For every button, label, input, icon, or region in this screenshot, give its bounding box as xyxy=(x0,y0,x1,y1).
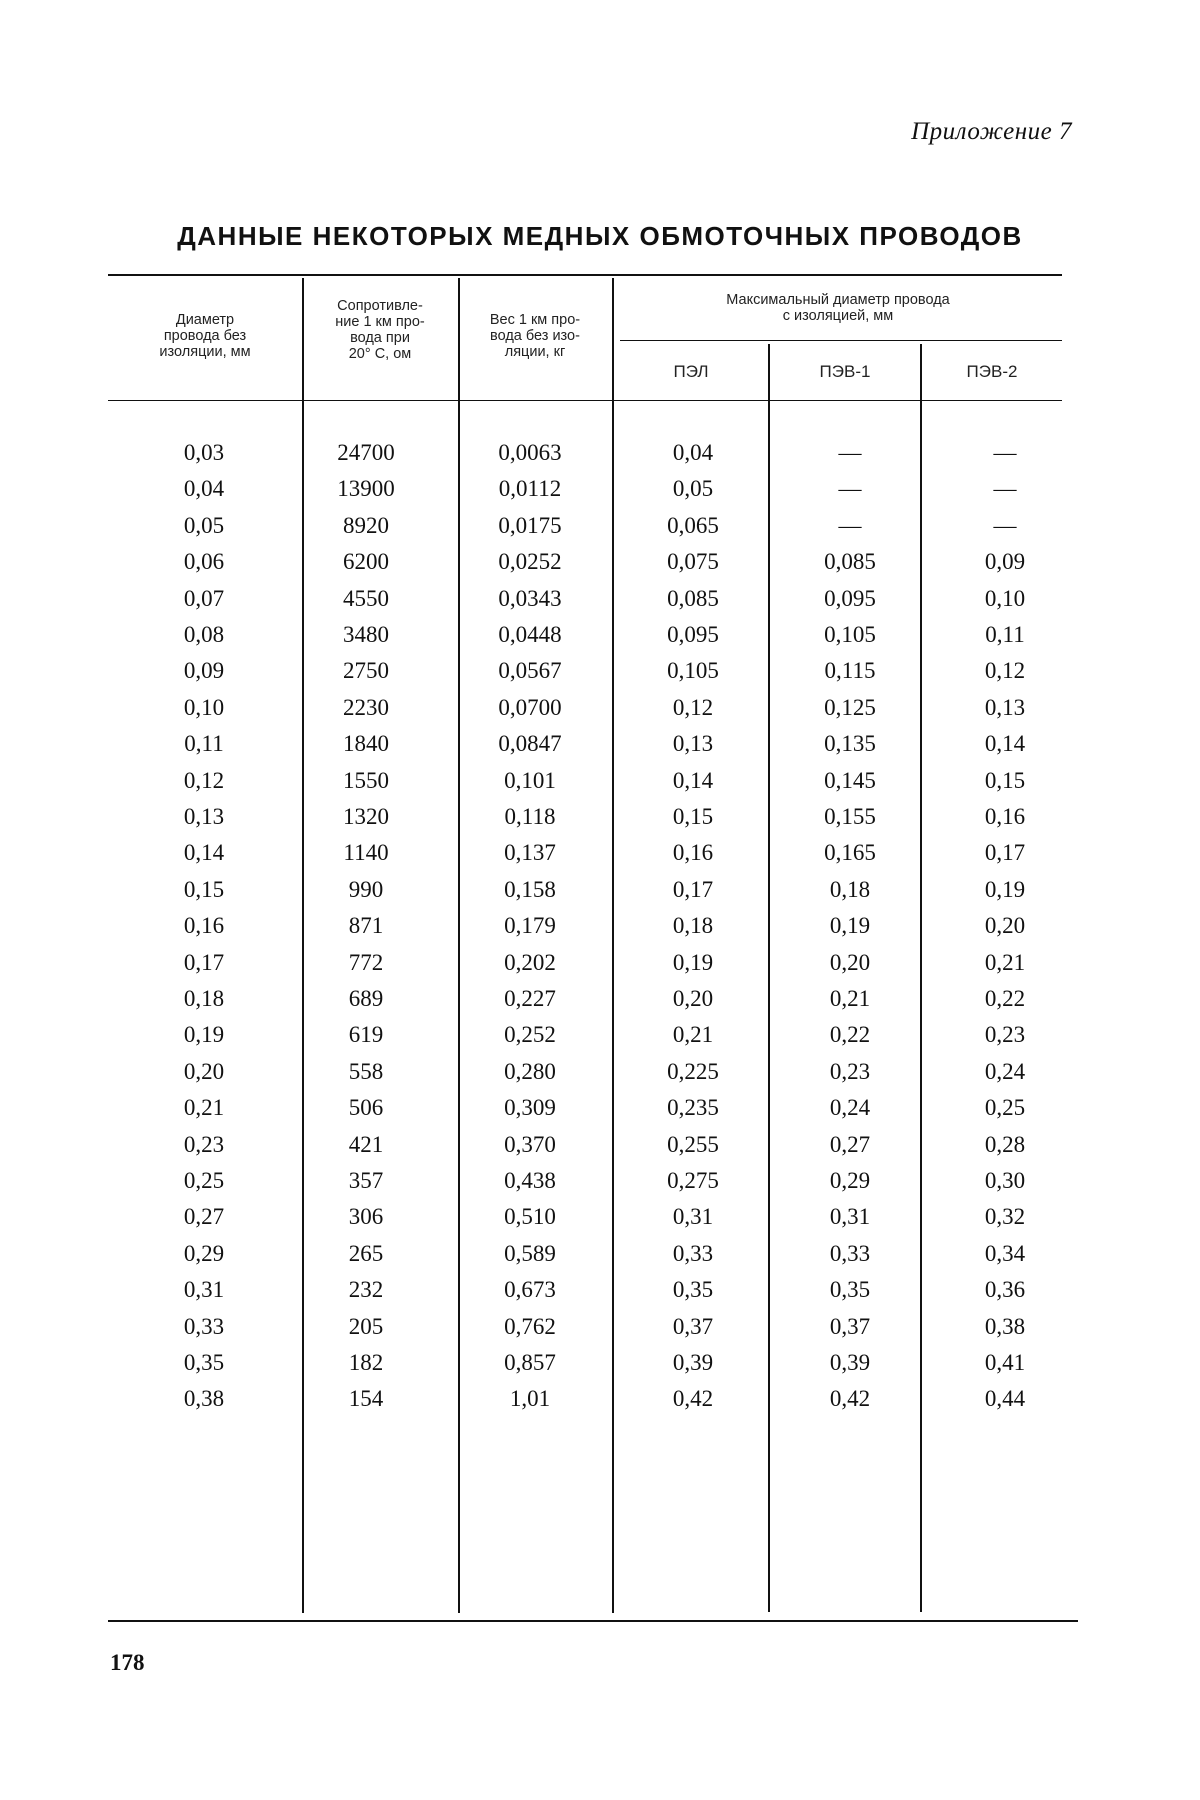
pev1-cell: 0,135 xyxy=(800,731,900,757)
table-row xyxy=(0,1132,1200,1168)
pev2-cell: 0,24 xyxy=(960,1059,1050,1085)
pev1-cell: 0,27 xyxy=(800,1132,900,1158)
resistance-cell: 8920 xyxy=(322,513,410,539)
pel-cell: 0,235 xyxy=(648,1095,738,1121)
resistance-cell: 265 xyxy=(322,1241,410,1267)
table-row xyxy=(0,986,1200,1022)
pel-cell: 0,05 xyxy=(648,476,738,502)
diameter-cell: 0,06 xyxy=(160,549,248,575)
pev2-cell: 0,36 xyxy=(960,1277,1050,1303)
resistance-cell: 306 xyxy=(322,1204,410,1230)
weight-cell: 0,252 xyxy=(480,1022,580,1048)
pev2-cell: 0,09 xyxy=(960,549,1050,575)
table-row xyxy=(0,586,1200,622)
pev2-cell: 0,30 xyxy=(960,1168,1050,1194)
weight-cell: 0,280 xyxy=(480,1059,580,1085)
header-pev1: ПЭВ-1 xyxy=(770,362,920,382)
pev1-cell: 0,155 xyxy=(800,804,900,830)
resistance-cell: 990 xyxy=(322,877,410,903)
diameter-cell: 0,10 xyxy=(160,695,248,721)
weight-cell: 0,510 xyxy=(480,1204,580,1230)
pel-cell: 0,39 xyxy=(648,1350,738,1376)
table-row xyxy=(0,549,1200,585)
resistance-cell: 13900 xyxy=(322,476,410,502)
table-row xyxy=(0,440,1200,476)
diameter-cell: 0,17 xyxy=(160,950,248,976)
resistance-cell: 24700 xyxy=(322,440,410,466)
pev2-cell: 0,41 xyxy=(960,1350,1050,1376)
resistance-cell: 2230 xyxy=(322,695,410,721)
diameter-cell: 0,15 xyxy=(160,877,248,903)
weight-cell: 0,309 xyxy=(480,1095,580,1121)
max-diameter-rule xyxy=(620,340,1062,341)
pel-cell: 0,20 xyxy=(648,986,738,1012)
table-row xyxy=(0,1350,1200,1386)
table-row xyxy=(0,476,1200,512)
table-row xyxy=(0,513,1200,549)
resistance-cell: 1840 xyxy=(322,731,410,757)
weight-cell: 0,762 xyxy=(480,1314,580,1340)
table-row xyxy=(0,731,1200,767)
table-row xyxy=(0,695,1200,731)
pel-cell: 0,065 xyxy=(648,513,738,539)
diameter-cell: 0,11 xyxy=(160,731,248,757)
weight-cell: 0,158 xyxy=(480,877,580,903)
resistance-cell: 506 xyxy=(322,1095,410,1121)
weight-cell: 0,101 xyxy=(480,768,580,794)
weight-cell: 0,438 xyxy=(480,1168,580,1194)
pel-cell: 0,15 xyxy=(648,804,738,830)
weight-cell: 0,0252 xyxy=(480,549,580,575)
pev2-cell: 0,21 xyxy=(960,950,1050,976)
diameter-cell: 0,09 xyxy=(160,658,248,684)
resistance-cell: 421 xyxy=(322,1132,410,1158)
table-row xyxy=(0,1095,1200,1131)
pev2-cell: 0,20 xyxy=(960,913,1050,939)
weight-cell: 0,137 xyxy=(480,840,580,866)
resistance-cell: 772 xyxy=(322,950,410,976)
pel-cell: 0,37 xyxy=(648,1314,738,1340)
table-row xyxy=(0,950,1200,986)
diameter-cell: 0,29 xyxy=(160,1241,248,1267)
pev1-cell: 0,145 xyxy=(800,768,900,794)
pev2-cell: 0,28 xyxy=(960,1132,1050,1158)
table-row xyxy=(0,658,1200,694)
weight-cell: 0,0448 xyxy=(480,622,580,648)
pev1-cell: 0,22 xyxy=(800,1022,900,1048)
diameter-cell: 0,31 xyxy=(160,1277,248,1303)
pev1-cell: 0,115 xyxy=(800,658,900,684)
table-row xyxy=(0,913,1200,949)
pev1-cell: 0,165 xyxy=(800,840,900,866)
pel-cell: 0,19 xyxy=(648,950,738,976)
pev2-cell: — xyxy=(960,440,1050,466)
diameter-cell: 0,33 xyxy=(160,1314,248,1340)
diameter-cell: 0,14 xyxy=(160,840,248,866)
table-row xyxy=(0,840,1200,876)
pev1-cell: 0,23 xyxy=(800,1059,900,1085)
table-row xyxy=(0,1241,1200,1277)
pel-cell: 0,17 xyxy=(648,877,738,903)
pev2-cell: 0,16 xyxy=(960,804,1050,830)
resistance-cell: 6200 xyxy=(322,549,410,575)
pev2-cell: 0,25 xyxy=(960,1095,1050,1121)
diameter-cell: 0,35 xyxy=(160,1350,248,1376)
header-resistance: Сопротивле- ние 1 км про- вода при 20° С, ом xyxy=(304,298,456,362)
pel-cell: 0,225 xyxy=(648,1059,738,1085)
pel-cell: 0,42 xyxy=(648,1386,738,1412)
pel-cell: 0,14 xyxy=(648,768,738,794)
diameter-cell: 0,19 xyxy=(160,1022,248,1048)
diameter-cell: 0,23 xyxy=(160,1132,248,1158)
pev2-cell: — xyxy=(960,476,1050,502)
resistance-cell: 871 xyxy=(322,913,410,939)
pev2-cell: 0,32 xyxy=(960,1204,1050,1230)
pev1-cell: — xyxy=(800,440,900,466)
diameter-cell: 0,12 xyxy=(160,768,248,794)
diameter-cell: 0,21 xyxy=(160,1095,248,1121)
pel-cell: 0,18 xyxy=(648,913,738,939)
pev1-cell: 0,21 xyxy=(800,986,900,1012)
weight-cell: 0,0847 xyxy=(480,731,580,757)
diameter-cell: 0,16 xyxy=(160,913,248,939)
weight-cell: 0,0567 xyxy=(480,658,580,684)
weight-cell: 0,370 xyxy=(480,1132,580,1158)
pel-cell: 0,13 xyxy=(648,731,738,757)
pev1-cell: 0,39 xyxy=(800,1350,900,1376)
pev2-cell: 0,23 xyxy=(960,1022,1050,1048)
header-diameter: Диаметр провода без изоляции, мм xyxy=(110,312,300,360)
diameter-cell: 0,27 xyxy=(160,1204,248,1230)
table-row xyxy=(0,1204,1200,1240)
pel-cell: 0,16 xyxy=(648,840,738,866)
resistance-cell: 4550 xyxy=(322,586,410,612)
pel-cell: 0,255 xyxy=(648,1132,738,1158)
pel-cell: 0,31 xyxy=(648,1204,738,1230)
pev1-cell: 0,31 xyxy=(800,1204,900,1230)
resistance-cell: 232 xyxy=(322,1277,410,1303)
pev2-cell: — xyxy=(960,513,1050,539)
weight-cell: 1,01 xyxy=(480,1386,580,1412)
pev1-cell: 0,20 xyxy=(800,950,900,976)
diameter-cell: 0,20 xyxy=(160,1059,248,1085)
diameter-cell: 0,13 xyxy=(160,804,248,830)
resistance-cell: 1140 xyxy=(322,840,410,866)
resistance-cell: 558 xyxy=(322,1059,410,1085)
pev1-cell: 0,37 xyxy=(800,1314,900,1340)
diameter-cell: 0,07 xyxy=(160,586,248,612)
page-title: ДАННЫЕ НЕКОТОРЫХ МЕДНЫХ ОБМОТОЧНЫХ ПРОВОДОВ xyxy=(0,221,1200,252)
table-row xyxy=(0,622,1200,658)
resistance-cell: 357 xyxy=(322,1168,410,1194)
pev1-cell: 0,125 xyxy=(800,695,900,721)
diameter-cell: 0,25 xyxy=(160,1168,248,1194)
table-row xyxy=(0,1022,1200,1058)
pev2-cell: 0,17 xyxy=(960,840,1050,866)
weight-cell: 0,0112 xyxy=(480,476,580,502)
diameter-cell: 0,08 xyxy=(160,622,248,648)
weight-cell: 0,202 xyxy=(480,950,580,976)
table-row xyxy=(0,1168,1200,1204)
weight-cell: 0,227 xyxy=(480,986,580,1012)
table-row xyxy=(0,1059,1200,1095)
diameter-cell: 0,38 xyxy=(160,1386,248,1412)
pev2-cell: 0,11 xyxy=(960,622,1050,648)
table-row xyxy=(0,1314,1200,1350)
header-bottom-rule xyxy=(108,400,1062,401)
pev2-cell: 0,14 xyxy=(960,731,1050,757)
pel-cell: 0,04 xyxy=(648,440,738,466)
table-row xyxy=(0,1277,1200,1313)
weight-cell: 0,118 xyxy=(480,804,580,830)
diameter-cell: 0,18 xyxy=(160,986,248,1012)
header-max-diameter: Максимальный диаметр провода с изоляцией, мм xyxy=(614,292,1062,324)
weight-cell: 0,589 xyxy=(480,1241,580,1267)
pev1-cell: 0,24 xyxy=(800,1095,900,1121)
pev1-cell: 0,33 xyxy=(800,1241,900,1267)
diameter-cell: 0,03 xyxy=(160,440,248,466)
pel-cell: 0,12 xyxy=(648,695,738,721)
pev1-cell: 0,35 xyxy=(800,1277,900,1303)
pev2-cell: 0,19 xyxy=(960,877,1050,903)
pev2-cell: 0,22 xyxy=(960,986,1050,1012)
resistance-cell: 205 xyxy=(322,1314,410,1340)
pev2-cell: 0,15 xyxy=(960,768,1050,794)
pel-cell: 0,21 xyxy=(648,1022,738,1048)
pel-cell: 0,075 xyxy=(648,549,738,575)
table-row xyxy=(0,768,1200,804)
weight-cell: 0,673 xyxy=(480,1277,580,1303)
pev1-cell: 0,18 xyxy=(800,877,900,903)
resistance-cell: 1550 xyxy=(322,768,410,794)
pev2-cell: 0,13 xyxy=(960,695,1050,721)
pel-cell: 0,275 xyxy=(648,1168,738,1194)
diameter-cell: 0,04 xyxy=(160,476,248,502)
weight-cell: 0,0063 xyxy=(480,440,580,466)
pev2-cell: 0,34 xyxy=(960,1241,1050,1267)
appendix-label: Приложение 7 xyxy=(911,118,1072,146)
weight-cell: 0,0700 xyxy=(480,695,580,721)
resistance-cell: 2750 xyxy=(322,658,410,684)
pev2-cell: 0,12 xyxy=(960,658,1050,684)
pev2-cell: 0,10 xyxy=(960,586,1050,612)
weight-cell: 0,0343 xyxy=(480,586,580,612)
header-pel: ПЭЛ xyxy=(614,362,768,382)
pel-cell: 0,35 xyxy=(648,1277,738,1303)
pev1-cell: 0,105 xyxy=(800,622,900,648)
table-row xyxy=(0,804,1200,840)
pev1-cell: 0,085 xyxy=(800,549,900,575)
resistance-cell: 619 xyxy=(322,1022,410,1048)
pev2-cell: 0,44 xyxy=(960,1386,1050,1412)
resistance-cell: 689 xyxy=(322,986,410,1012)
pev1-cell: 0,29 xyxy=(800,1168,900,1194)
resistance-cell: 1320 xyxy=(322,804,410,830)
table-top-rule xyxy=(108,274,1062,276)
diameter-cell: 0,05 xyxy=(160,513,248,539)
table-row xyxy=(0,877,1200,913)
pev2-cell: 0,38 xyxy=(960,1314,1050,1340)
pev1-cell: 0,42 xyxy=(800,1386,900,1412)
weight-cell: 0,857 xyxy=(480,1350,580,1376)
page-number: 178 xyxy=(110,1650,145,1676)
pev1-cell: — xyxy=(800,513,900,539)
pev1-cell: — xyxy=(800,476,900,502)
pel-cell: 0,33 xyxy=(648,1241,738,1267)
pev1-cell: 0,19 xyxy=(800,913,900,939)
table-bottom-rule xyxy=(108,1620,1078,1622)
resistance-cell: 182 xyxy=(322,1350,410,1376)
weight-cell: 0,179 xyxy=(480,913,580,939)
resistance-cell: 154 xyxy=(322,1386,410,1412)
table-row xyxy=(0,1386,1200,1422)
header-pev2: ПЭВ-2 xyxy=(922,362,1062,382)
resistance-cell: 3480 xyxy=(322,622,410,648)
pel-cell: 0,095 xyxy=(648,622,738,648)
pel-cell: 0,105 xyxy=(648,658,738,684)
pev1-cell: 0,095 xyxy=(800,586,900,612)
header-weight: Вес 1 км про- вода без изо- ляции, кг xyxy=(460,312,610,360)
pel-cell: 0,085 xyxy=(648,586,738,612)
weight-cell: 0,0175 xyxy=(480,513,580,539)
